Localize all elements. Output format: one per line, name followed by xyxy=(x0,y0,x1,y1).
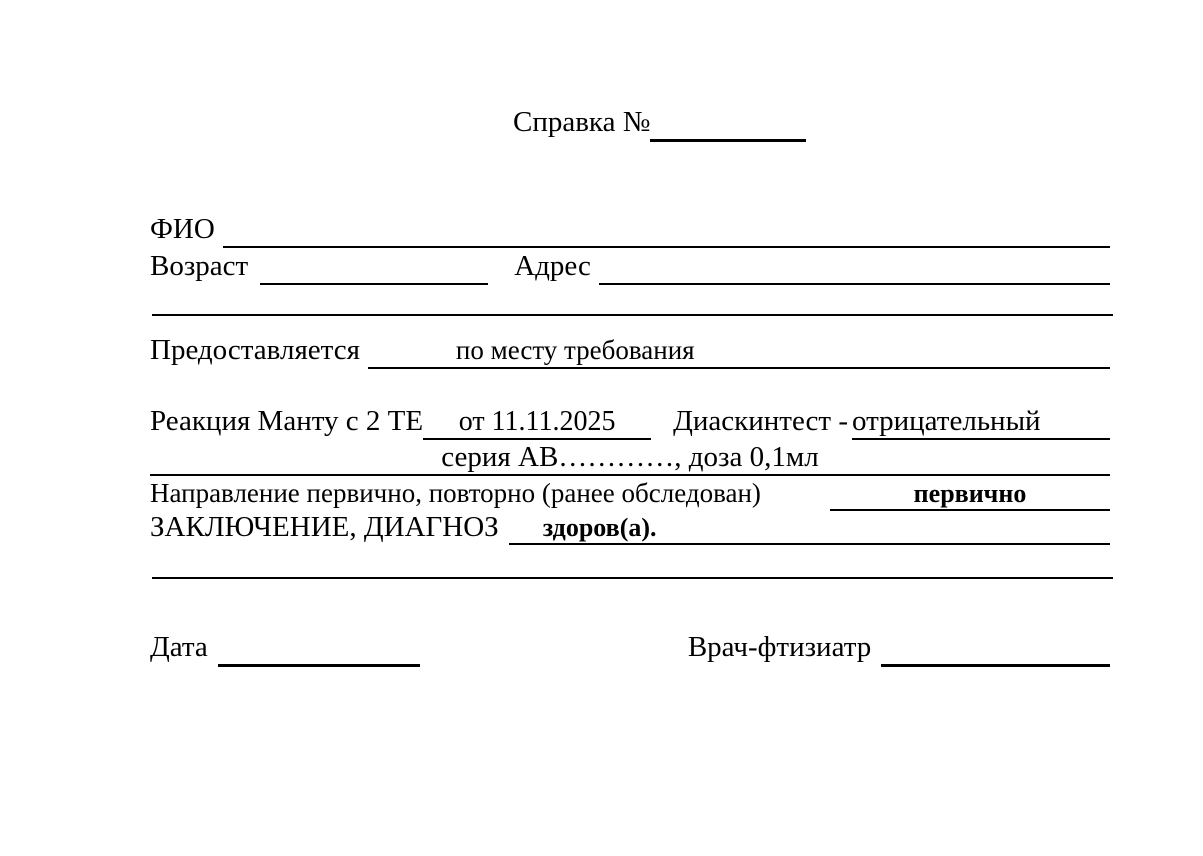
conclusion-row xyxy=(150,511,1110,545)
doctor-signature-line xyxy=(881,631,1110,667)
mantoux-date-value: от 11.11.2025 xyxy=(458,406,616,437)
diaskintest-label: Диаскинтест - xyxy=(673,405,848,437)
fio-row xyxy=(150,213,1110,248)
series-row xyxy=(150,441,1110,476)
conclusion-continuation-line xyxy=(152,577,1113,579)
address-label: Адрес xyxy=(514,250,591,282)
provided-row xyxy=(150,334,1110,369)
referral-value: первично xyxy=(913,479,1027,508)
mantoux-row xyxy=(150,405,1110,440)
series-value: серия АВ…………, доза 0,1мл xyxy=(441,441,819,473)
referral-row xyxy=(150,478,1110,511)
certificate-title-row xyxy=(513,106,806,142)
provided-label: Предоставляется xyxy=(150,334,360,366)
doctor-label: Врач-фтизиатр xyxy=(687,631,872,663)
diaskintest-result-value: отрицательный xyxy=(852,405,1041,437)
provided-line xyxy=(368,334,1110,369)
certificate-title: Справка № xyxy=(513,106,651,138)
conclusion-value: здоров(а). xyxy=(542,513,657,542)
provided-value: по месту требования xyxy=(455,335,695,365)
date-line xyxy=(218,631,420,667)
fio-line xyxy=(223,213,1110,248)
conclusion-label: ЗАКЛЮЧЕНИЕ, ДИАГНОЗ xyxy=(150,511,499,543)
age-line xyxy=(260,250,488,285)
referral-label: Направление первично, повторно (ранее обследован) xyxy=(150,478,761,508)
diaskintest-result-line xyxy=(852,405,1110,440)
age-address-row xyxy=(150,250,1110,285)
date-label: Дата xyxy=(150,631,208,663)
address-continuation-line xyxy=(152,314,1113,316)
certificate-number-line xyxy=(650,106,806,142)
address-line xyxy=(599,250,1110,285)
footer-row xyxy=(150,631,1110,667)
age-label: Возраст xyxy=(150,250,249,282)
mantoux-date-line xyxy=(423,406,651,440)
fio-label: ФИО xyxy=(150,213,215,245)
series-line xyxy=(150,441,1110,476)
mantoux-label: Реакция Манту с 2 ТЕ xyxy=(150,405,424,437)
conclusion-line xyxy=(509,513,1110,545)
referral-line xyxy=(830,479,1110,511)
